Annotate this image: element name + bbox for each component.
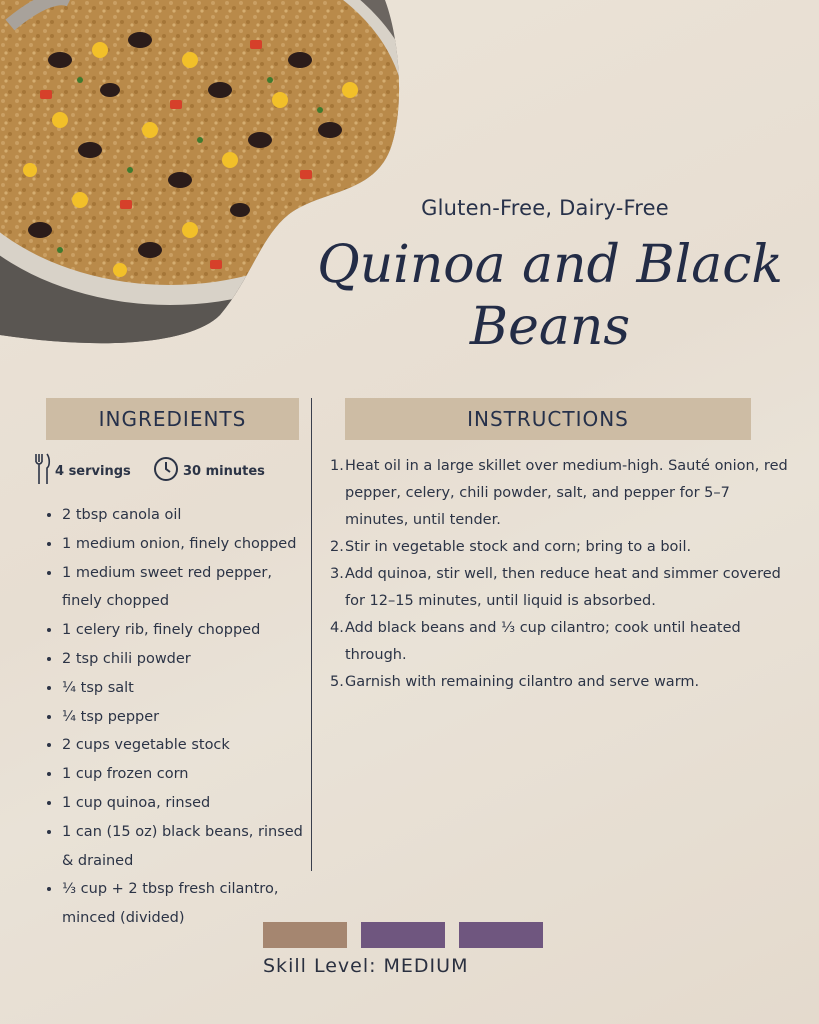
skill-swatch	[263, 922, 347, 948]
list-item: • 2 tsp chili powder	[62, 645, 312, 674]
step-text: Add black beans and ⅓ cup cilantro; cook until heated through.	[345, 620, 741, 663]
instructions-list	[330, 453, 790, 696]
time-label: 30 minutes	[183, 463, 265, 479]
list-item: • 1 can (15 oz) black beans, rinsed & drained	[62, 818, 312, 876]
clock-icon	[153, 456, 183, 486]
step-number: 2.	[330, 539, 344, 555]
list-item: • 1 medium onion, finely chopped	[62, 530, 312, 559]
skill-level: Skill Level: MEDIUM	[263, 955, 469, 977]
step-number: 4.	[330, 620, 344, 636]
ingredients-list	[44, 501, 312, 933]
ingredients-heading: INGREDIENTS	[46, 398, 299, 440]
skill-swatch	[361, 922, 445, 948]
list-item: • 2 cups vegetable stock	[62, 731, 312, 760]
instructions-heading: INSTRUCTIONS	[345, 398, 751, 440]
list-item: • 1 cup quinoa, rinsed	[62, 789, 312, 818]
servings-label: 4 servings	[55, 463, 131, 479]
list-item: • 1 cup frozen corn	[62, 760, 312, 789]
recipe-title: Quinoa and Black Beans	[317, 235, 783, 357]
list-item: • ¼ tsp pepper	[62, 703, 312, 732]
list-item: • 1 celery rib, finely chopped	[62, 616, 312, 645]
instruction-step	[330, 561, 790, 615]
servings-info	[33, 454, 131, 488]
list-item: • 2 tbsp canola oil	[62, 501, 312, 530]
list-item: • ⅓ cup + 2 tbsp fresh cilantro, minced (divided)	[62, 875, 312, 933]
recipe-subtitle: Gluten-Free, Dairy-Free	[421, 196, 669, 220]
instruction-step	[330, 669, 790, 696]
fork-knife-icon	[33, 452, 55, 490]
step-text: Heat oil in a large skillet over medium-high. Sauté onion, red pepper, celery, chili powder, salt, and pepper for 5–7 minutes, until tender.	[345, 458, 788, 528]
list-item: • ¼ tsp salt	[62, 674, 312, 703]
skill-swatch	[459, 922, 543, 948]
list-item: • 1 medium sweet red pepper, finely chopped	[62, 559, 312, 617]
recipe-meta	[33, 454, 303, 488]
instruction-step	[330, 615, 790, 669]
step-text: Add quinoa, stir well, then reduce heat and simmer covered for 12–15 minutes, until liquid is absorbed.	[345, 566, 781, 609]
step-number: 5.	[330, 674, 344, 690]
step-number: 1.	[330, 458, 344, 474]
instruction-step	[330, 453, 790, 534]
time-info	[153, 454, 265, 488]
step-text: Stir in vegetable stock and corn; bring to a boil.	[345, 539, 692, 555]
step-text: Garnish with remaining cilantro and serve warm.	[345, 674, 700, 690]
instruction-step	[330, 534, 790, 561]
step-number: 3.	[330, 566, 344, 582]
